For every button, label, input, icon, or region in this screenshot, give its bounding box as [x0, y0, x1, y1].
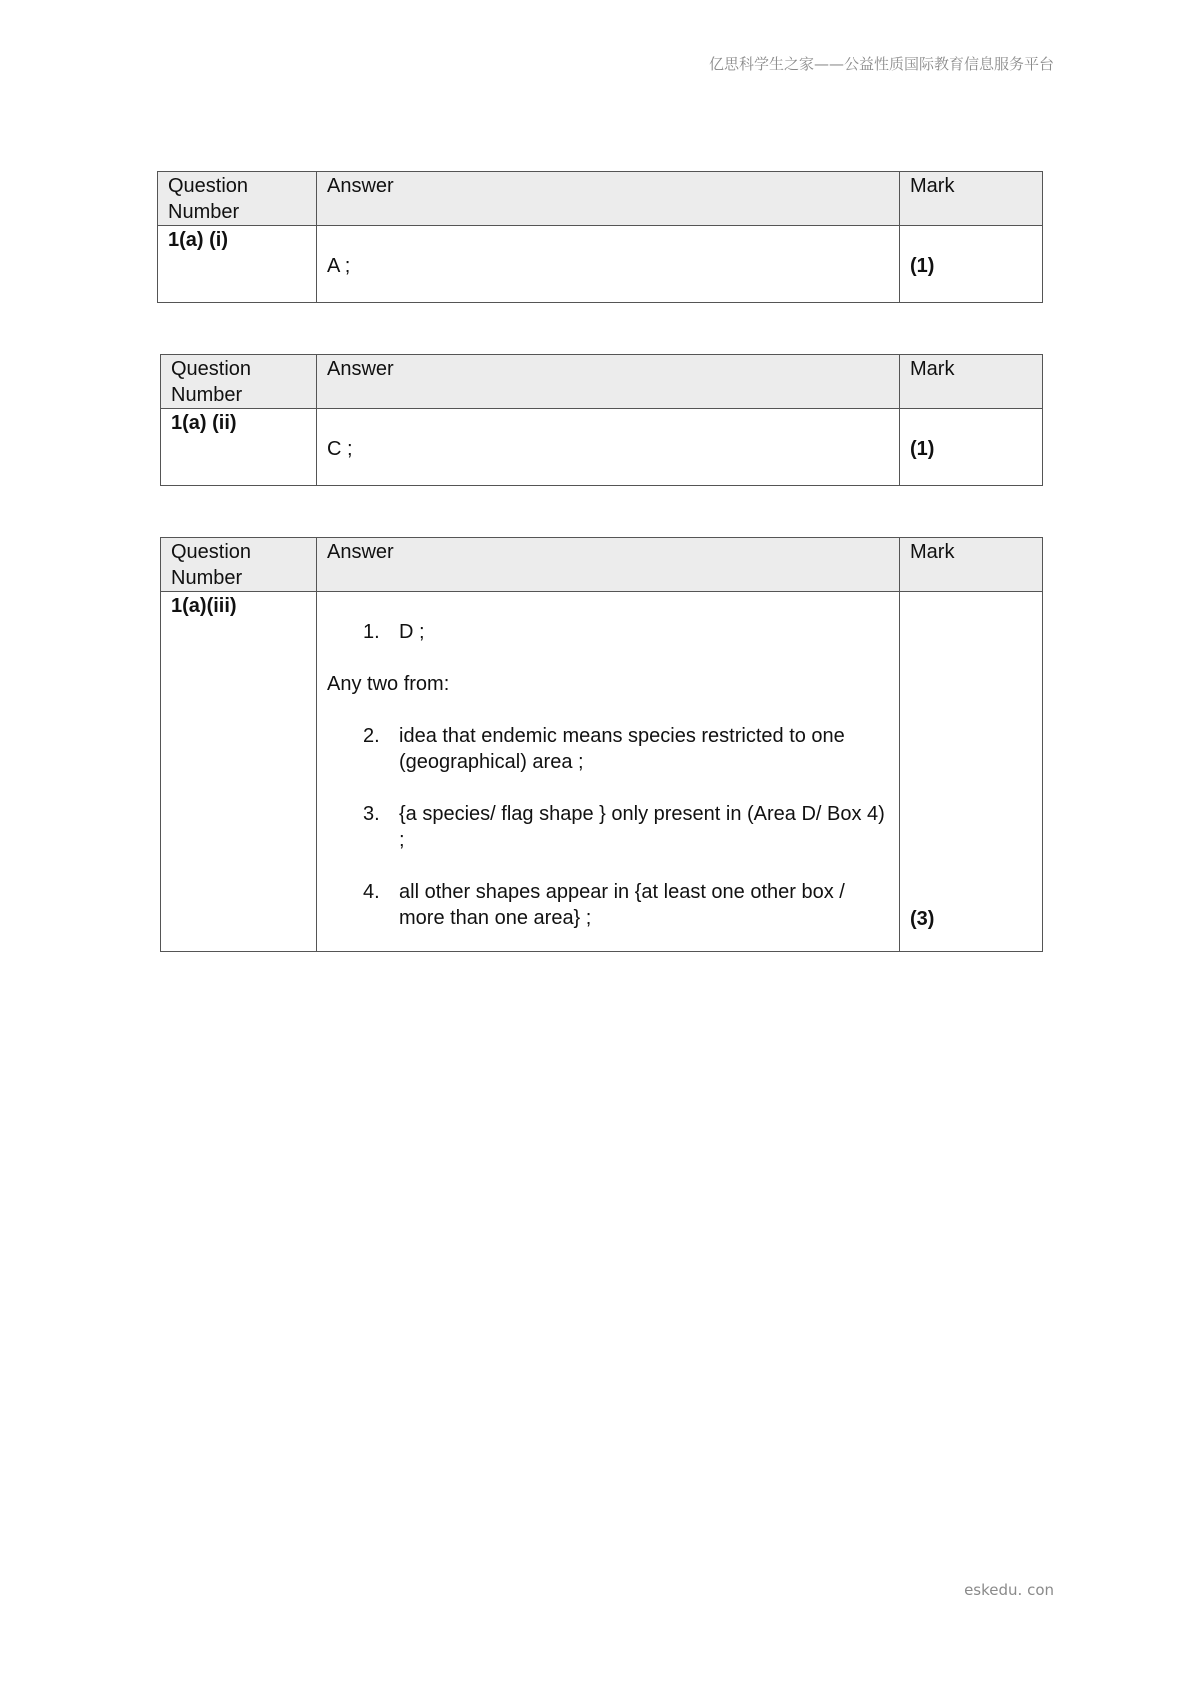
table-header-row: [161, 538, 1043, 592]
any-two-from-label: Any two from:: [327, 673, 450, 695]
table-row: [161, 592, 1043, 952]
answer-point-2: 2. idea that endemic means species restricted to one (geographical) area ;: [363, 725, 845, 773]
mark-header: Mark: [900, 538, 1043, 592]
question-number-header: Question Number: [161, 538, 317, 592]
table-row: [161, 409, 1043, 486]
question-number-cell: 1(a)(iii): [161, 592, 317, 952]
mark-header: Mark: [900, 172, 1043, 226]
mark-header: Mark: [900, 355, 1043, 409]
mark-scheme-table-1a-i: [157, 171, 1043, 303]
mark-scheme-table-1a-ii: [160, 354, 1043, 486]
answer-points-list: [327, 619, 889, 645]
question-number-header: Question Number: [158, 172, 317, 226]
mark-cell: (1): [900, 226, 1043, 303]
answer-header: Answer: [317, 538, 900, 592]
answer-header: Answer: [317, 172, 900, 226]
answer-cell: C ;: [317, 409, 900, 486]
answer-point-1: 1. D ;: [363, 621, 425, 643]
page-header: 亿思科学生之家——公益性质国际教育信息服务平台: [708, 55, 1054, 73]
answer-cell: A ;: [317, 226, 900, 303]
mark-cell: (3): [900, 592, 1043, 952]
answer-header: Answer: [317, 355, 900, 409]
question-number-header: Question Number: [161, 355, 317, 409]
table-header-row: [161, 355, 1043, 409]
answer-cell: [317, 592, 900, 952]
answer-points-list: [327, 723, 889, 931]
table-header-row: [158, 172, 1043, 226]
mark-scheme-table-1a-iii: [160, 537, 1043, 952]
answer-point-3: 3. {a species/ flag shape } only present in (Area D/ Box 4) ;: [363, 803, 885, 851]
page-footer: eskedu. con: [964, 1581, 1054, 1599]
answer-point-4: 4. all other shapes appear in {at least one other box / more than one area} ;: [363, 881, 845, 929]
mark-cell: (1): [900, 409, 1043, 486]
table-row: [158, 226, 1043, 303]
question-number-cell: 1(a) (ii): [161, 409, 317, 486]
question-number-cell: 1(a) (i): [158, 226, 317, 303]
